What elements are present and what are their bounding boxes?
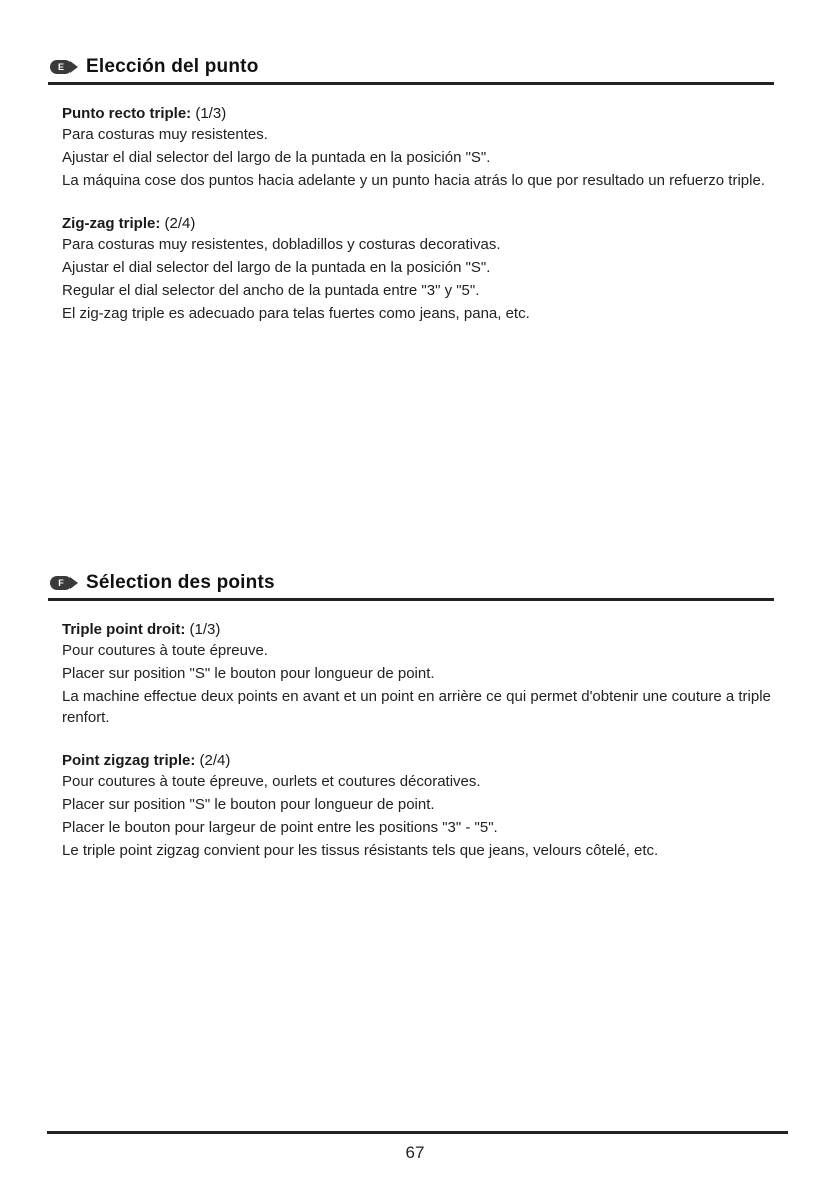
section-title: Elección del punto [86,56,259,77]
stitch-title-row [62,750,788,771]
stitch-block [62,103,788,191]
text-line: Ajustar el dial selector del largo de la puntada en la posición "S". [62,149,491,166]
section-heading [48,52,774,85]
stitch-title: Triple point droit: [62,621,186,638]
text-line: La máquina cose dos puntos hacia adelante y un punto hacia atrás lo que por resultado un refuerzo triple. [62,172,765,189]
language-badge-icon: F [50,576,72,590]
text-line: Placer sur position "S" le bouton pour longueur de point. [62,796,435,813]
text-line: Pour coutures à toute épreuve, ourlets et coutures décoratives. [62,773,481,790]
text-line: Ajustar el dial selector del largo de la puntada en la posición "S". [62,259,491,276]
text-line: Para costuras muy resistentes. [62,126,268,143]
text-line: El zig-zag triple es adecuado para telas fuertes como jeans, pana, etc. [62,305,530,322]
section-title: Sélection des points [86,572,275,593]
page-number: 67 [405,1143,425,1162]
text-line: Placer sur position "S" le bouton pour longueur de point. [62,665,435,682]
stitch-count: (2/4) [164,215,196,232]
language-badge-icon: E [50,60,72,74]
text-line: La machine effectue deux points en avant et un point en arrière ce qui permet d'obtenir une couture a triple renfort. [62,688,771,726]
stitch-title: Point zigzag triple: [62,752,196,769]
text-line: Placer le bouton pour largeur de point entre les positions "3" - "5". [62,819,498,836]
stitch-count: (1/3) [189,621,221,638]
stitch-title-row [62,103,788,124]
stitch-block [62,213,788,324]
text-line: Le triple point zigzag convient pour les tissus résistants tels que jeans, velours côtelé, etc. [62,842,659,859]
stitch-count: (2/4) [199,752,231,769]
text-line: Regular el dial selector del ancho de la puntada entre "3" y "5". [62,282,480,299]
stitch-block [62,619,788,728]
stitch-count: (1/3) [195,105,227,122]
section-spanish [57,52,788,324]
text-line: Pour coutures à toute épreuve. [62,642,268,659]
stitch-title-row [62,619,788,640]
stitch-block [62,750,788,861]
footer-divider [47,1131,788,1134]
section-french [58,568,788,861]
stitch-title: Zig-zag triple: [62,215,161,232]
text-line: Para costuras muy resistentes, dobladillos y costuras decorativas. [62,236,501,253]
stitch-title-row [62,213,788,234]
section-heading [48,568,774,601]
stitch-title: Punto recto triple: [62,105,192,122]
